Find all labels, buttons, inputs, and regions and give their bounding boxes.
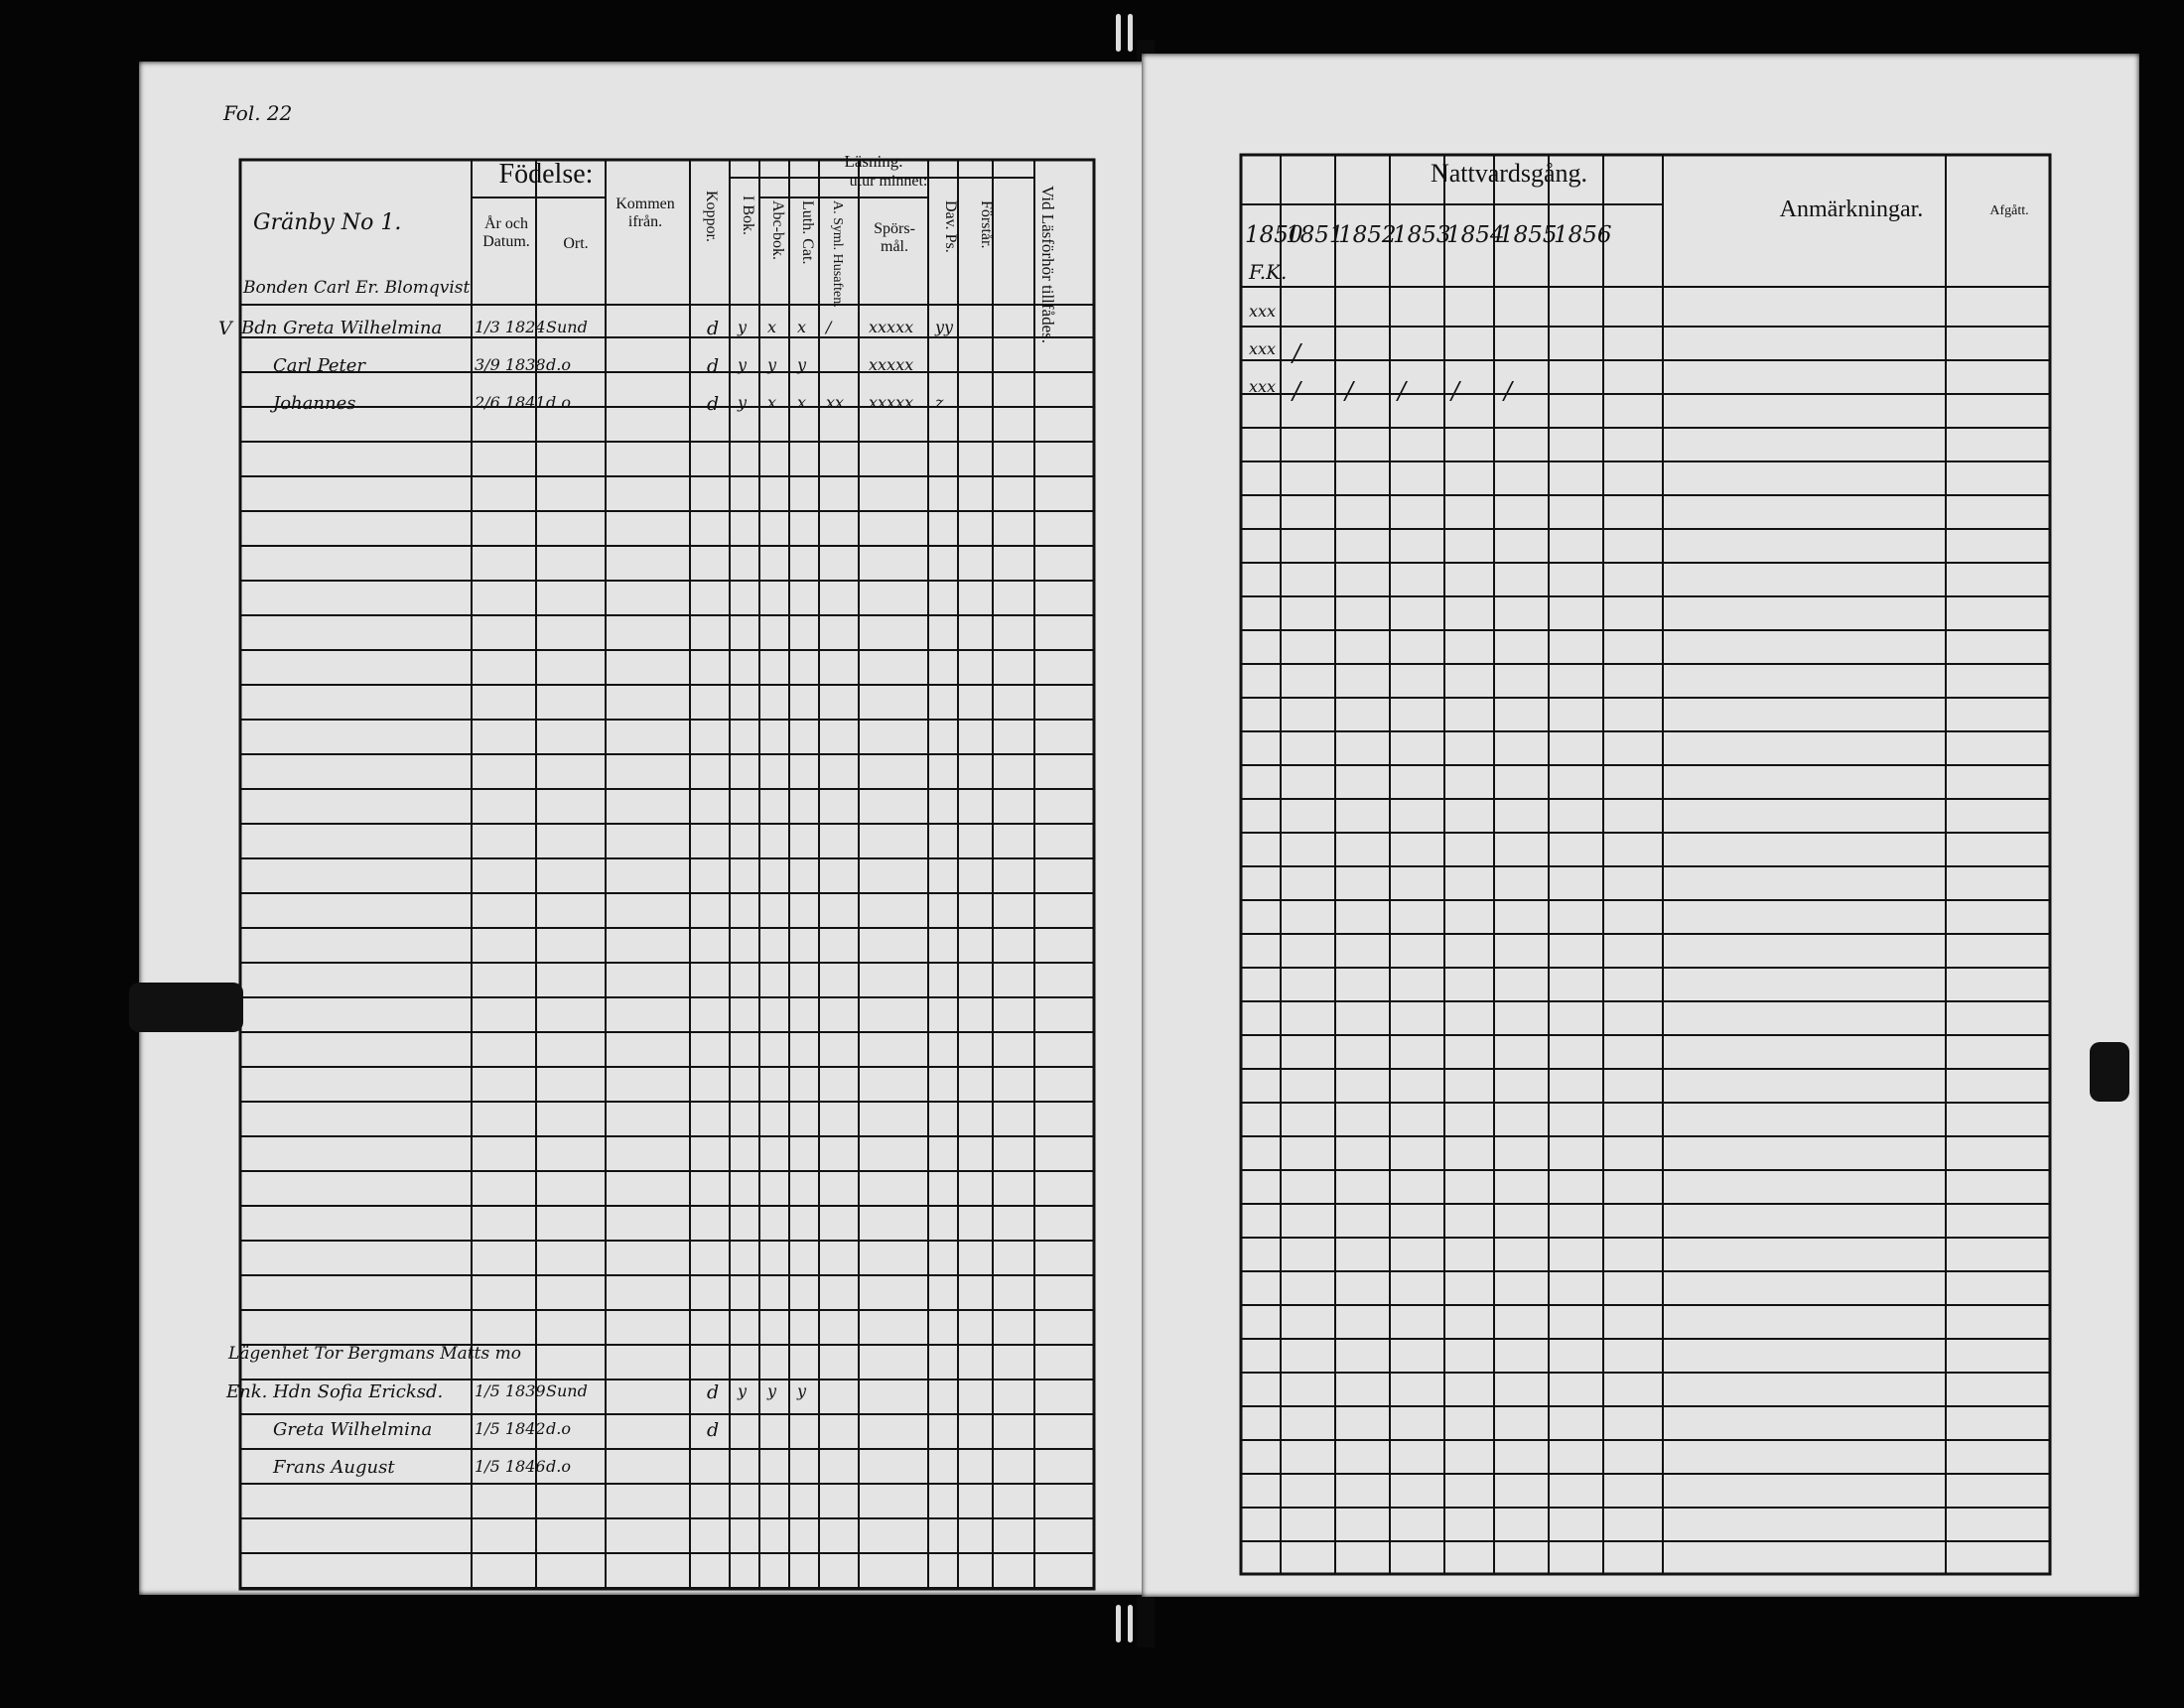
communion-mark: / bbox=[1293, 377, 1301, 405]
birth-date: 1/5 1839 bbox=[475, 1381, 546, 1400]
group2-title: Lägenhet Tor Bergmans Matts mo bbox=[228, 1344, 521, 1364]
person-name: Johannes bbox=[273, 393, 356, 414]
year-header: 1850 bbox=[1245, 222, 1303, 248]
person-name: Carl Peter bbox=[273, 355, 366, 376]
birth-place: Sund bbox=[546, 1381, 588, 1400]
communion-mark: / bbox=[1451, 377, 1460, 405]
koppor-mark: d bbox=[707, 1381, 720, 1403]
person-name: Bdn Greta Wilhelmina bbox=[241, 318, 443, 338]
header-utur-minnet: utur minnet: bbox=[849, 173, 928, 190]
reading-mark: x bbox=[797, 318, 807, 336]
folio-note: Fol. 22 bbox=[223, 101, 293, 125]
koppor-mark: d bbox=[707, 393, 720, 415]
header-abc-bok: Abc-bok. bbox=[769, 200, 786, 260]
reading-mark: x bbox=[767, 393, 777, 412]
birth-date: 2/6 1841 bbox=[475, 393, 546, 412]
header-syml: A. Syml. Husaften. bbox=[830, 200, 845, 308]
reading-mark: xxxxx bbox=[869, 355, 914, 374]
communion-mark: / bbox=[1293, 339, 1301, 367]
reading-mark: x bbox=[767, 318, 777, 336]
birth-place: Sund bbox=[546, 318, 588, 336]
reading-mark: y bbox=[797, 1381, 807, 1400]
communion-mark: / bbox=[1398, 377, 1407, 405]
spine-mark bbox=[1128, 1605, 1133, 1642]
communion-mark: xxx bbox=[1249, 339, 1277, 358]
birth-date: 1/5 1842 bbox=[475, 1419, 546, 1438]
group1-title: Bonden Carl Er. Blomqvist bbox=[243, 278, 471, 298]
year-header: 1855 bbox=[1499, 222, 1558, 248]
heading-row: Gränby No 1. bbox=[253, 210, 402, 235]
koppor-mark: d bbox=[707, 1419, 720, 1441]
year-header: 1851 bbox=[1286, 222, 1344, 248]
header-lasning: Läsning. bbox=[844, 152, 903, 171]
reading-mark: y bbox=[797, 355, 807, 374]
header-afgatt: Afgått. bbox=[1989, 203, 2029, 218]
header-ar-datum: År och Datum. bbox=[482, 215, 530, 250]
koppor-mark: d bbox=[707, 318, 720, 339]
communion-mark: / bbox=[1345, 377, 1354, 405]
year-header: 1856 bbox=[1554, 222, 1612, 248]
header-nattvardsgang: Nattvardsgång. bbox=[1430, 159, 1588, 188]
spine-mark bbox=[1116, 1605, 1121, 1642]
header-fodelse: Födelse: bbox=[498, 159, 594, 190]
first-row-note: F.K. bbox=[1249, 260, 1288, 284]
right-grid bbox=[1142, 54, 2139, 1597]
reading-mark: xx bbox=[826, 393, 845, 412]
header-kommen-ifran: Kommen ifrån. bbox=[615, 196, 675, 230]
year-header: 1853 bbox=[1393, 222, 1451, 248]
reading-mark: y bbox=[738, 355, 748, 374]
reading-mark: y bbox=[738, 1381, 748, 1400]
header-anmarkningar: Anmärkningar. bbox=[1779, 197, 1924, 222]
reading-mark: xxxxx bbox=[869, 318, 914, 336]
birth-place: d.o bbox=[546, 393, 571, 412]
reading-mark: y bbox=[738, 318, 748, 336]
reading-mark: y bbox=[767, 355, 777, 374]
communion-mark: xxx bbox=[1249, 377, 1277, 396]
birth-place: d.o bbox=[546, 1419, 571, 1438]
header-forstar: Förstår. bbox=[978, 200, 995, 249]
reading-mark: x bbox=[797, 393, 807, 412]
koppor-mark: d bbox=[707, 355, 720, 377]
birth-date: 1/5 1846 bbox=[475, 1457, 546, 1476]
header-vid-lasforhor: Vid Läsförhör tillfådes. bbox=[1038, 186, 1057, 344]
person-name: Greta Wilhelmina bbox=[273, 1419, 433, 1440]
spine-mark bbox=[1116, 14, 1121, 52]
header-koppor: Koppor. bbox=[703, 191, 720, 242]
header-i-bok: I Bok. bbox=[740, 196, 756, 235]
left-page bbox=[139, 62, 1152, 1595]
year-header: 1854 bbox=[1446, 222, 1505, 248]
binding-clip bbox=[129, 983, 243, 1032]
reading-mark: yy bbox=[935, 318, 954, 336]
reading-mark: y bbox=[767, 1381, 777, 1400]
birth-date: 1/3 1824 bbox=[475, 318, 546, 336]
birth-date: 3/9 1838 bbox=[475, 355, 546, 374]
person-name: Frans August bbox=[273, 1457, 395, 1478]
row-mark: V bbox=[218, 318, 232, 339]
header-sporsmal: Spörs-mål. bbox=[874, 220, 915, 255]
year-header: 1852 bbox=[1338, 222, 1397, 248]
header-ort: Ort. bbox=[563, 235, 589, 252]
binding-clip bbox=[2090, 1042, 2129, 1102]
birth-place: d.o bbox=[546, 1457, 571, 1476]
header-luth-cat: Luth. Cat. bbox=[799, 200, 816, 265]
communion-mark: / bbox=[1504, 377, 1513, 405]
person-name: Enk. Hdn Sofia Ericksd. bbox=[226, 1381, 444, 1402]
reading-mark: y bbox=[738, 393, 748, 412]
reading-mark: xxxxx bbox=[869, 393, 914, 412]
birth-place: d.o bbox=[546, 355, 571, 374]
communion-mark: xxx bbox=[1249, 302, 1277, 321]
reading-mark: / bbox=[826, 318, 832, 336]
reading-mark: z bbox=[935, 393, 944, 412]
right-page bbox=[1142, 54, 2139, 1597]
spine-mark bbox=[1128, 14, 1133, 52]
header-dav-ps: Dav. Ps. bbox=[942, 200, 959, 253]
